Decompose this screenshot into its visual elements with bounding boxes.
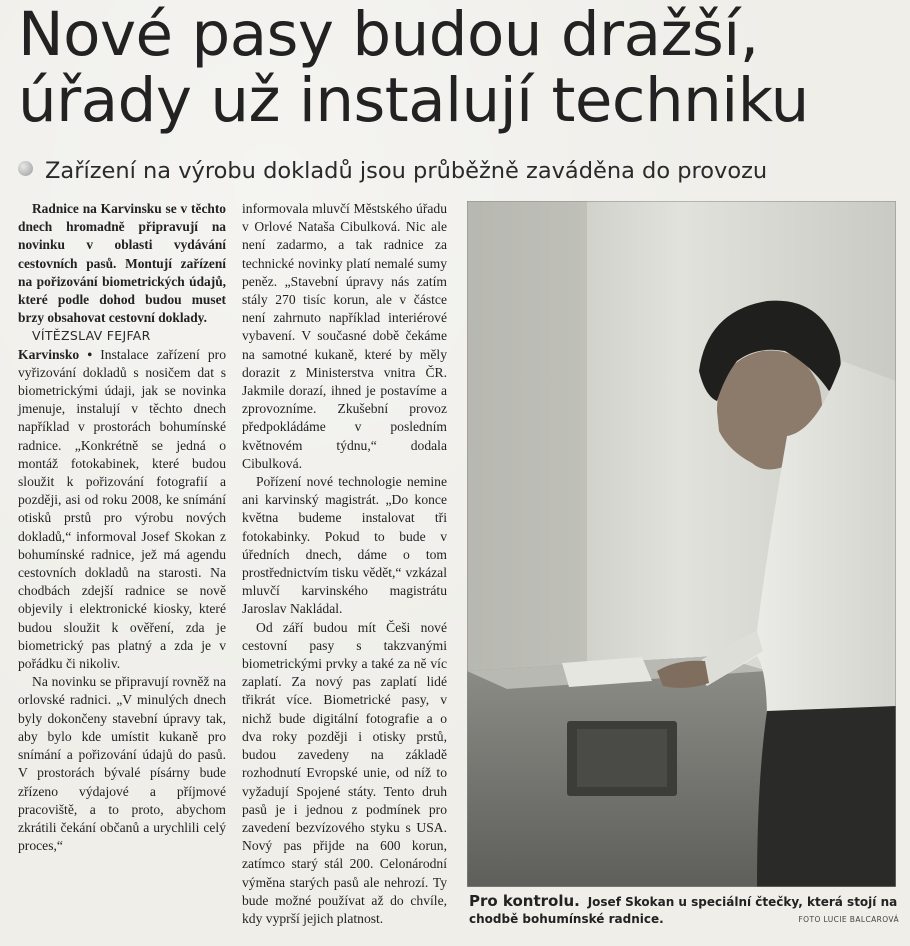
photo-caption	[469, 893, 899, 928]
article-paragraph-4: Pořízení nové technologie nemine ani karvinský magistrát. „Do konce května budeme instalovat tři fotokabinky. Pokud to bude v úředních dnech, dáme o tom prostřednictvím tisku vědět,“ vzkázal mluvčí karvinského magistrátu Jaroslav Nakládal.	[242, 474, 447, 617]
kiosk-screen	[577, 729, 667, 787]
article-column-2	[242, 200, 447, 928]
headline-line-1: Nové pasy budou dražší,	[18, 0, 759, 70]
article-photo	[467, 201, 896, 887]
article-paragraph-2: Na novinku se připravují rovněž na orlovské radnici. „V minulých dnech byly dokončeny stavební úpravy tak, aby bylo kde umístit kukaně pro snímání a pořizování údajů do pasů. V prostorách bývalé písárny bude zřízeno výdajové a příjmové pracoviště, a to proto, abychom zkrátili čekání občanů a urychlili celý proces,“	[18, 674, 226, 854]
caption-lead: Pro kontrolu.	[469, 892, 580, 910]
article-paragraph-1	[18, 346, 226, 674]
byline: VÍTĚZSLAV FEJFAR	[32, 328, 151, 344]
article-column-1	[18, 200, 226, 855]
dateline: Karvinsko •	[18, 346, 93, 362]
paragraph-1-text: Instalace zařízení pro vyřizování dokladů s nosičem dat s biometrickými údaji, jak se novinka jmenuje, instalují v těchto dnech například v prostorách bohumínské radnice. „Konkrétně se jedná o montáž fotokabinek, které budou sloužit k pořizování fotografií a později, asi od roku 2008, ke snímání otisků prstů pro výrobu nových dokladů,“ informoval Josef Skokan z bohumínské radnice, jež má agendu cestovních dokladů na starosti. Na chodbách zdejší radnice se nově objevily i elektronické kiosky, které budou sloužit k ověření, zda je biometrický pas platný a zda je v pořádku či nikoliv.	[18, 346, 227, 672]
headline	[18, 2, 898, 134]
trousers	[757, 706, 896, 887]
photo-credit: FOTO LUCIE BALCAROVÁ	[798, 915, 899, 924]
subheadline	[18, 156, 898, 186]
subheadline-text: Zařízení na výrobu dokladů jsou průběžně zaváděna do provozu	[45, 158, 768, 184]
article-paragraph-3: informovala mluvčí Městského úřadu v Orlové Nataša Cibulková. Nic ale není zadarmo, a tak radnice za technické novinky platí nemalé sumy peněz. „Stavební úpravy nás zatím stály 270 tisíc korun, ale v částce není zahrnuto například interiérové vybavení. V současné době čekáme na samotné kukaně, které by měly dorazit z Ministerstva vnitra ČR. Jakmile dorazí, ihned je postavíme a zprovozníme. Zkušební provoz předpokládáme v posledním květnovém týdnu,“ dodala Cibulková.	[242, 201, 447, 471]
article-lead: Radnice na Karvinsku se v těchto dnech hromadně připravují na novinku v oblasti vydávání cestovních pasů. Montují zařízení na pořizování biometrických údajů, které podle dohod budou muset brzy obsahovat cestovní doklady.	[18, 201, 226, 326]
headline-line-2: úřady už instalují techniku	[18, 65, 809, 136]
bullet-icon	[18, 161, 33, 176]
caption-text: Josef Skokan u speciální čtečky, která stojí na chodbě bohumínské radnice.	[469, 895, 898, 926]
article-paragraph-5: Od září budou mít Češi nové cestovní pasy s takzvanými biometrickými prvky a také za ně víc zaplatí. Za nový pas zaplatí lidé třikrát více. Biometrické pasy, v nichž bude digitální fotografie a o dva roky později i otisky prstů, budou zavedeny na základě rozhodnutí Evropské unie, od níž to vyžadují Spojené státy. Tento druh pasů je i jednou z podmínek pro zavedení bezvízového styku s USA. Nový pas přijde na 600 korun, zatímco starý stál 200. Celonárodní výměna starých pasů ale nehrozí. Ty bude možné používat až do chvíle, kdy vyprší jejich platnost.	[242, 619, 447, 926]
photo-illustration	[467, 201, 896, 887]
